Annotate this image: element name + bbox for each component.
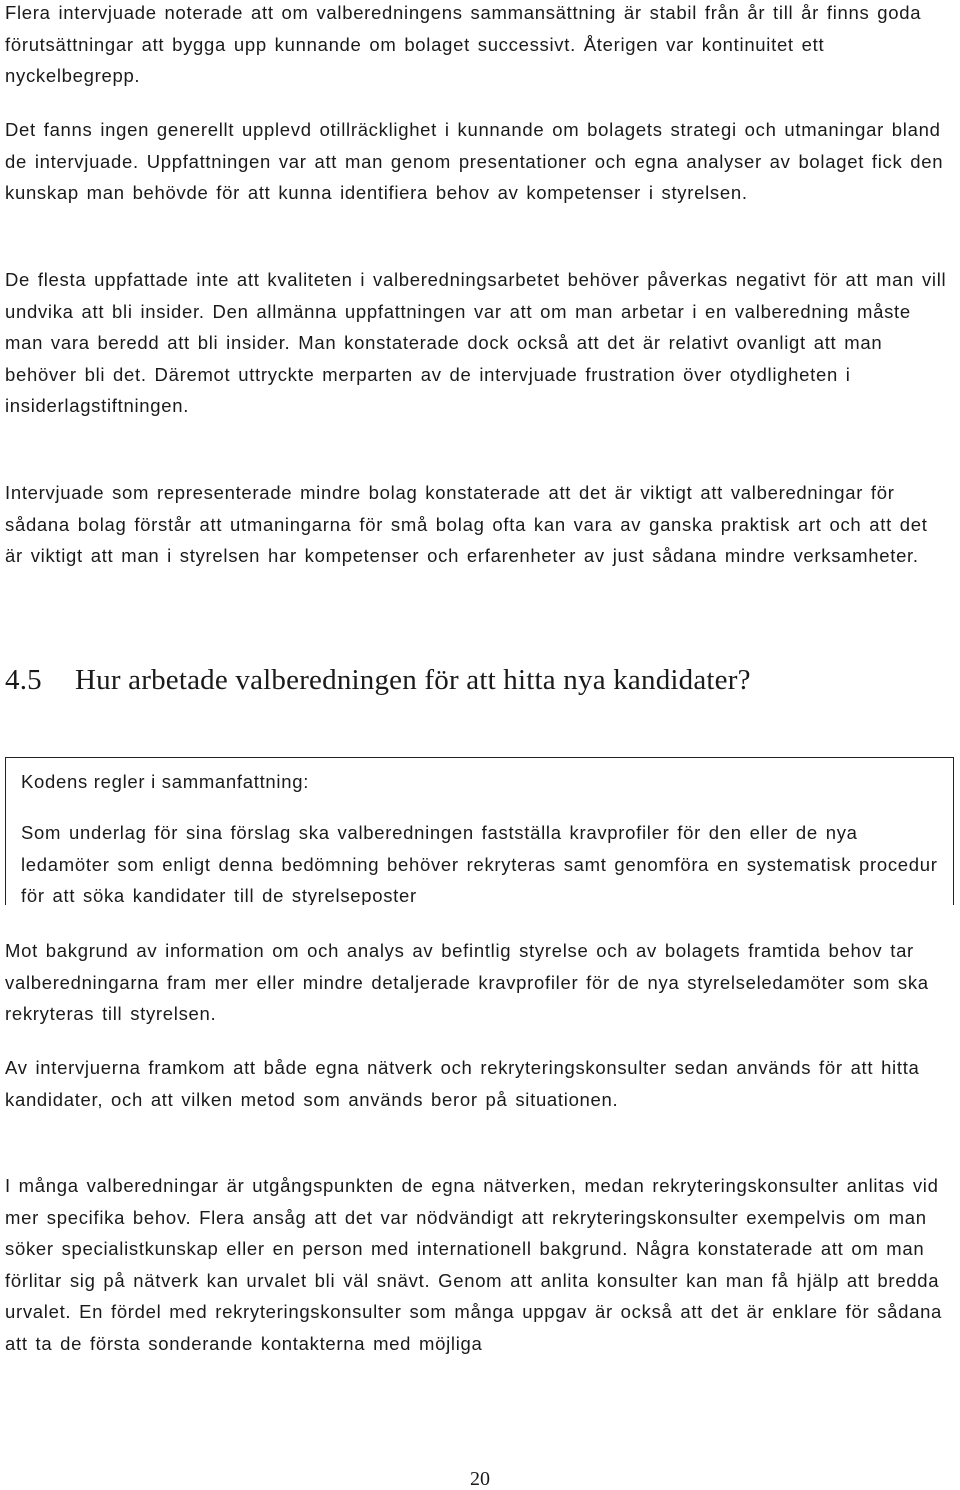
page-number: 20 — [470, 1468, 490, 1490]
code-rules-text: Som underlag för sina förslag ska valberedningen fastställa kravprofiler för den eller de nya ledamöter som enligt denna bedömning behöver rekryteras samt genomföra en systematisk procedur för att söka kandidater till de styrelseposter — [21, 822, 938, 905]
paragraph-recruitment: I många valberedningar är utgångspunkten de egna nätverken, medan rekryteringskonsulter anlitas vid mer specifika behov. Flera ansåg att det var nödvändigt att rekryteringskonsulter exempelvis om man söker specialistkunskap eller en person med internationell bakgrund. Några konstaterade att om man förlitar sig på nätverk kan urvalet bli väl snävt. Genom att anlita konsulter kan man få hjälp att bredda urvalet. En fördel med rekryteringskonsulter som många uppgav är också att det är enklare för sådana att ta de första sonderande kontakterna med möjliga — [5, 1175, 943, 1354]
paragraph-continuity: Flera intervjuade noterade att om valberedningens sammansättning är stabil från år till år finns goda förutsättningar att bygga upp kunnande om bolaget successivt. Återigen var kontinuitet ett nyckelbegrepp. — [5, 2, 922, 86]
paragraph-insider: De flesta uppfattade inte att kvaliteten i valberedningsarbetet behöver påverkas negativt för att man vill undvika att bli insider. Den allmänna uppfattningen var att om man arbetar i en valberedning måste man vara beredd att bli insider. Man konstaterade dock också att det är relativt ovanligt att man behöver bli det. Däremot uttryckte merparten av de intervjuade frustration över otydligheten i insiderlagstiftningen. — [5, 269, 947, 416]
section-heading — [5, 660, 751, 700]
section-number: 4.5 — [5, 664, 42, 696]
paragraph-networks-consultants: Av intervjuerna framkom att både egna nätverk och rekryteringskonsulter sedan används för att hitta kandidater, och att vilken metod som används beror på situationen. — [5, 1057, 920, 1110]
section-title: Hur arbetade valberedningen för att hitta nya kandidater? — [75, 664, 751, 696]
paragraph-small-companies: Intervjuade som representerade mindre bolag konstaterade att det är viktigt att valberedningar för sådana bolag förstår att utmaningarna för små bolag ofta kan vara av ganska praktisk art och att det är viktigt att man i styrelsen har kompetenser och erfarenheter av just sådana mindre verksamheter. — [5, 482, 928, 566]
code-rules-box — [5, 757, 954, 905]
paragraph-requirement-profiles: Mot bakgrund av information om och analys av befintlig styrelse och av bolagets framtida behov tar valberedningarna fram mer eller mindre detaljerade kravprofiler för de nya styrelseledamöter som ska rekryteras till styrelsen. — [5, 940, 929, 1024]
paragraph-strategy-knowledge: Det fanns ingen generellt upplevd otillräcklighet i kunnande om bolagets strategi och utmaningar bland de intervjuade. Uppfattningen var att man genom presentationer och egna analyser av bolaget fick den kunskap man behövde för att kunna identifiera behov av kompetenser i styrelsen. — [5, 119, 944, 203]
code-rules-title: Kodens regler i sammanfattning: — [21, 771, 310, 792]
